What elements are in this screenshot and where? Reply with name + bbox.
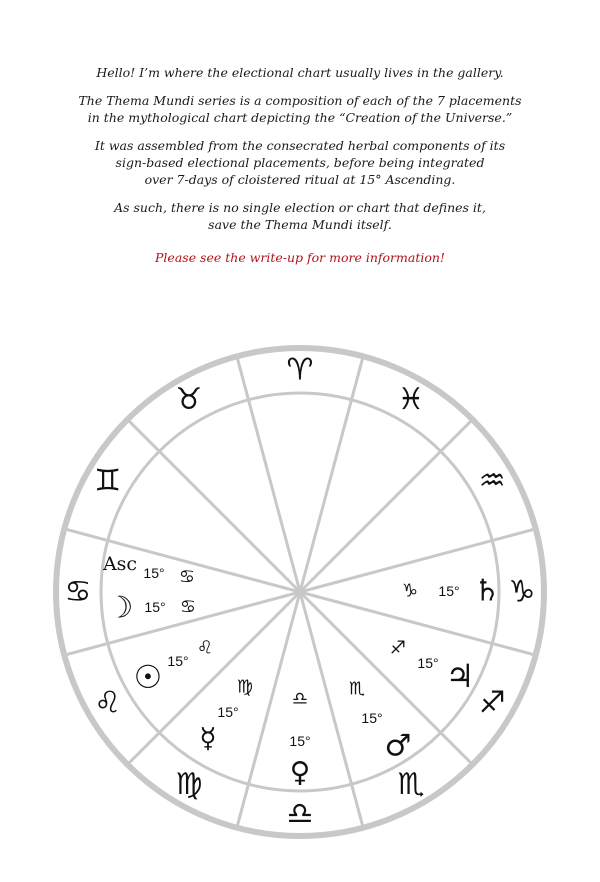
zodiac-wheel [0,330,600,882]
sign-glyph-taurus: ♉ [175,382,203,418]
house-cusp-line [237,592,300,828]
house-cusp-line [300,419,473,592]
assembly-text: It was assembled from the consecrated herbal components of its sign-based electional placements, before being integrated over 7-days of cloistered ritual at 15° Ascending. [94,138,506,187]
series-text: The Thema Mundi series is a composition of each of the 7 placements in the mythological chart depicting the “Creation of the Universe.” [78,93,522,125]
degree-venus: 15° [289,733,311,749]
sign-glyph-sagittarius: ♐ [478,685,506,721]
placement-sign-venus: ♎ [291,688,309,710]
sign-glyph-cancer: ♋ [64,574,92,610]
placement-sign-ascendant: ♋ [178,566,196,588]
sign-glyph-aquarius: ♒ [478,463,506,499]
planet-mars: ♂ [384,728,412,764]
degree-sun: 15° [167,653,189,669]
placement-sign-mars: ♏ [348,678,366,700]
planet-moon: ☽ [106,590,134,626]
planet-sun: ☉ [133,658,163,696]
sign-glyph-scorpio: ♏ [397,766,425,802]
sign-glyph-virgo: ♍ [175,766,203,802]
planet-ascendant: Asc [102,553,138,575]
degree-ascendant: 15° [143,565,165,581]
degree-mars: 15° [361,710,383,726]
degree-mercury: 15° [217,704,239,720]
sign-glyph-libra: ♎ [286,796,314,832]
house-cusp-line [300,356,363,592]
degree-jupiter: 15° [417,655,439,671]
sign-glyph-capricorn: ♑ [508,574,536,610]
degree-moon: 15° [144,599,166,615]
house-cusp-line [300,592,366,828]
sign-glyph-pisces: ♓ [397,382,425,418]
intro-text [0,64,600,277]
placement-sign-mercury: ♍ [236,676,254,698]
placement-sign-jupiter: ♐ [389,637,407,659]
write-up-note: Please see the write-up for more information! [155,250,445,265]
planet-venus: ♀ [289,755,311,789]
planet-saturn: ♄ [473,573,501,609]
election-text: As such, there is no single election or chart that defines it, save the Thema Mundi itself. [114,200,486,232]
sign-glyph-leo: ♌ [94,685,122,721]
placement-sign-sun: ♌ [196,637,214,659]
greeting-text: Hello! I’m where the electional chart usually lives in the gallery. [96,65,504,80]
house-cusp-line [237,356,300,592]
sign-glyph-aries: ♈ [286,352,314,388]
degree-saturn: 15° [438,583,460,599]
placement-sign-moon: ♋ [179,596,197,618]
sign-glyph-gemini: ♊ [94,463,122,499]
planet-mercury: ☿ [199,721,217,755]
placement-sign-saturn: ♑ [401,580,419,602]
planet-jupiter: ♃ [445,657,475,695]
